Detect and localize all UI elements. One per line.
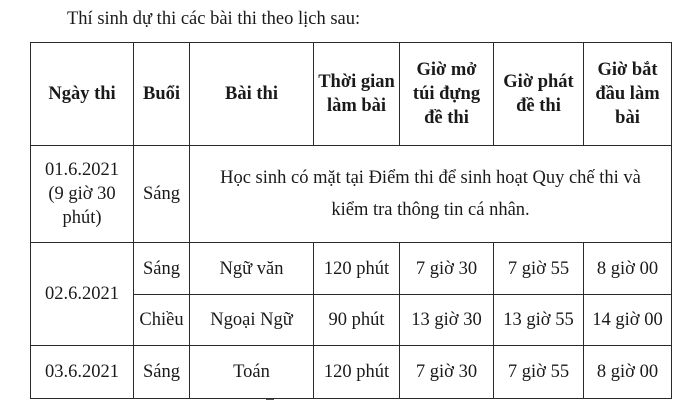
- exam-schedule-table: [30, 42, 672, 399]
- table-row: [31, 243, 672, 295]
- cell-start: 14 giờ 00: [584, 295, 672, 346]
- table-header-row: [31, 43, 672, 146]
- cell-start: 8 giờ 00: [584, 346, 672, 399]
- cell-open-envelope: 7 giờ 30: [400, 243, 494, 295]
- cell-distribute: 7 giờ 55: [494, 346, 584, 399]
- cell-date: 03.6.2021: [31, 346, 134, 399]
- cell-subject: Ngữ văn: [190, 243, 314, 295]
- cell-distribute: 13 giờ 55: [494, 295, 584, 346]
- cell-note: Học sinh có mặt tại Điểm thi để sinh hoạt Quy chế thi và kiểm tra thông tin cá nhân.: [190, 146, 672, 243]
- intro-text: Thí sinh dự thi các bài thi theo lịch sau:: [67, 9, 361, 29]
- header-start: Giờ bắt đầu làm bài: [584, 43, 672, 146]
- cell-duration: 120 phút: [314, 243, 400, 295]
- header-date: Ngày thi: [31, 43, 134, 146]
- cell-duration: 120 phút: [314, 346, 400, 399]
- table-row: [31, 146, 672, 243]
- cell-session: Chiều: [134, 295, 190, 346]
- cell-session: Sáng: [134, 243, 190, 295]
- header-duration: Thời gian làm bài: [314, 43, 400, 146]
- header-distribute: Giờ phát đề thi: [494, 43, 584, 146]
- cell-open-envelope: 13 giờ 30: [400, 295, 494, 346]
- cell-date: [31, 146, 134, 243]
- date-line: 01.6.2021: [45, 160, 119, 180]
- cell-distribute: 7 giờ 55: [494, 243, 584, 295]
- cell-start: 8 giờ 00: [584, 243, 672, 295]
- date-line: phút): [62, 208, 102, 228]
- date-line: (9 giờ 30: [48, 184, 116, 204]
- page-mark: [266, 399, 274, 400]
- cell-duration: 90 phút: [314, 295, 400, 346]
- cell-subject: Toán: [190, 346, 314, 399]
- cell-date: 02.6.2021: [31, 243, 134, 346]
- header-open-envelope: Giờ mở túi đựng đề thi: [400, 43, 494, 146]
- header-session: Buổi: [134, 43, 190, 146]
- cell-subject: Ngoại Ngữ: [190, 295, 314, 346]
- cell-session: Sáng: [134, 146, 190, 243]
- cell-open-envelope: 7 giờ 30: [400, 346, 494, 399]
- table-row: [31, 346, 672, 399]
- header-subject: Bài thi: [190, 43, 314, 146]
- cell-session: Sáng: [134, 346, 190, 399]
